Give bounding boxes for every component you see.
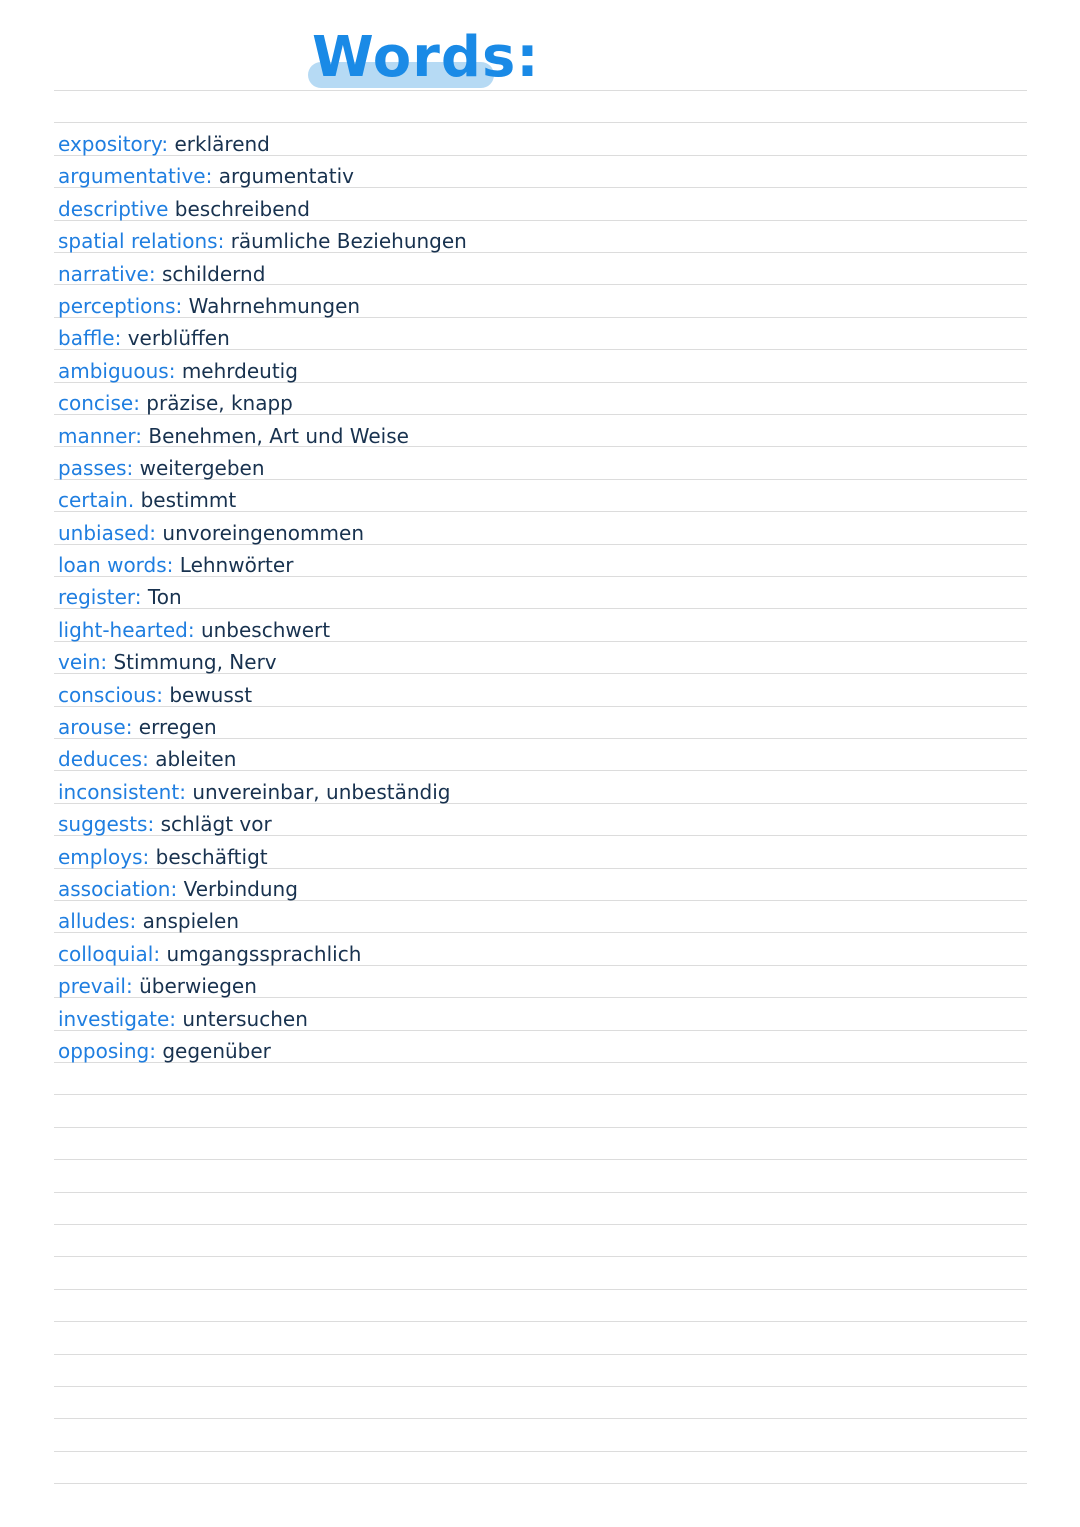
vocab-translation: unvereinbar, unbeständig (192, 779, 451, 804)
vocab-entry (58, 452, 1018, 484)
vocab-translation: mehrdeutig (181, 358, 298, 383)
vocab-translation: räumliche Beziehungen (230, 229, 467, 254)
vocab-term: narrative (58, 261, 149, 286)
vocab-translation: präzise, knapp (146, 391, 293, 416)
vocab-translation: unvoreingenommen (162, 520, 364, 545)
vocab-term: arouse (58, 715, 126, 740)
rule-line (54, 1094, 1027, 1095)
vocab-separator: : (170, 876, 178, 901)
vocab-term: manner (58, 423, 136, 448)
vocab-term: loan words (58, 553, 167, 578)
vocab-translation: schlägt vor (160, 812, 272, 837)
vocab-translation: gegenüber (162, 1038, 271, 1063)
vocab-translation: beschreibend (174, 196, 310, 221)
vocab-entry (58, 549, 1018, 581)
vocab-separator: : (205, 164, 213, 189)
vocab-separator: : (125, 715, 133, 740)
vocab-entry (58, 646, 1018, 678)
vocab-separator: : (149, 1038, 156, 1063)
vocab-entry (58, 743, 1018, 775)
vocab-separator: : (153, 941, 161, 966)
vocab-entry (58, 1035, 1018, 1067)
vocab-term: unbiased (58, 520, 150, 545)
vocab-separator: . (127, 488, 135, 513)
vocab-separator: : (179, 779, 186, 804)
vocab-translation: bestimmt (140, 488, 237, 513)
vocab-entry (58, 387, 1018, 419)
vocab-entry (58, 517, 1018, 549)
vocab-term: prevail (58, 974, 126, 999)
vocab-translation: Ton (147, 585, 182, 610)
vocab-entry (58, 193, 1018, 225)
vocab-term: conscious (58, 682, 157, 707)
vocab-translation: unbeschwert (200, 617, 331, 642)
vocab-separator: : (142, 747, 149, 772)
vocab-separator: : (129, 909, 137, 934)
vocab-separator: : (149, 520, 157, 545)
vocab-translation: ableiten (155, 747, 237, 772)
vocab-entry (58, 128, 1018, 160)
vocab-separator: : (135, 423, 143, 448)
rule-line (54, 1159, 1027, 1160)
rule-line (54, 1386, 1027, 1387)
vocab-term: descriptive (58, 196, 169, 221)
vocab-translation: Wahrnehmungen (188, 293, 361, 318)
rule-line (54, 1483, 1027, 1484)
vocab-entry (58, 258, 1018, 290)
vocab-entry (58, 1003, 1018, 1035)
vocab-term: concise (58, 391, 134, 416)
vocab-separator: : (126, 974, 133, 999)
vocab-entry (58, 581, 1018, 613)
vocab-translation: überwiegen (139, 974, 257, 999)
rule-line (54, 122, 1027, 123)
vocab-term: expository (58, 132, 162, 156)
vocab-entry (58, 905, 1018, 937)
vocab-separator: : (169, 1006, 177, 1031)
vocab-translation: Benehmen, Art und Weise (148, 423, 409, 448)
vocab-separator: : (161, 132, 169, 156)
vocab-term: spatial relations (58, 229, 218, 254)
vocab-term: deduces (58, 747, 143, 772)
vocab-translation: Verbindung (183, 876, 298, 901)
title-block (300, 18, 540, 98)
vocab-separator: : (100, 650, 108, 675)
vocab-translation: untersuchen (182, 1006, 308, 1031)
vocab-separator: : (217, 229, 225, 254)
rule-line (54, 1256, 1027, 1257)
vocab-term: baffle (58, 326, 115, 351)
vocab-separator: : (187, 617, 195, 642)
vocab-translation: Stimmung, Nerv (113, 650, 277, 675)
rule-line (54, 1321, 1027, 1322)
vocab-translation: erklärend (174, 132, 270, 156)
vocab-entry (58, 355, 1018, 387)
vocab-separator: : (175, 293, 183, 318)
vocab-translation: umgangssprachlich (166, 941, 362, 966)
vocab-translation: argumentativ (218, 164, 355, 189)
vocab-term: light-hearted (58, 617, 188, 642)
vocab-term: suggests (58, 812, 148, 837)
vocab-entry (58, 970, 1018, 1002)
vocab-translation: bewusst (169, 682, 253, 707)
vocab-term: association (58, 876, 171, 901)
vocab-term: alludes (58, 909, 130, 934)
vocab-separator: : (133, 391, 140, 416)
vocab-translation: weitergeben (139, 455, 265, 480)
vocab-entry (58, 808, 1018, 840)
vocab-entry (58, 160, 1018, 192)
vocab-separator: : (126, 455, 134, 480)
rule-line (54, 1192, 1027, 1193)
vocab-term: argumentative (58, 164, 206, 189)
vocabulary-list (58, 128, 1018, 1067)
rule-line (54, 1289, 1027, 1290)
vocab-entry (58, 290, 1018, 322)
vocab-term: colloquial (58, 941, 154, 966)
vocab-term: certain (58, 488, 128, 513)
vocab-entry (58, 776, 1018, 808)
vocab-translation: anspielen (142, 909, 240, 934)
page-title: Words: (312, 25, 540, 90)
vocab-entry (58, 322, 1018, 354)
rule-line (54, 1224, 1027, 1225)
vocab-term: vein (58, 650, 101, 675)
rule-line (54, 1418, 1027, 1419)
vocab-separator: : (168, 358, 176, 383)
vocab-translation: erregen (138, 715, 217, 740)
vocab-translation: beschäftigt (155, 844, 268, 869)
vocab-term: passes (58, 455, 127, 480)
vocab-translation: verblüffen (127, 326, 230, 351)
rule-line (54, 1127, 1027, 1128)
vocab-entry (58, 420, 1018, 452)
vocab-entry (58, 938, 1018, 970)
vocab-entry (58, 679, 1018, 711)
vocab-separator: : (147, 812, 155, 837)
vocab-entry (58, 225, 1018, 257)
vocab-term: investigate (58, 1006, 170, 1031)
vocab-entry (58, 484, 1018, 516)
vocab-term: employs (58, 844, 143, 869)
rule-line (54, 1354, 1027, 1355)
vocab-separator: : (134, 585, 142, 610)
vocab-translation: schildernd (161, 261, 266, 286)
vocab-term: ambiguous (58, 358, 169, 383)
vocab-entry (58, 614, 1018, 646)
vocab-term: register (58, 585, 135, 610)
vocab-entry (58, 841, 1018, 873)
rule-line (54, 90, 1027, 91)
rule-line (54, 1451, 1027, 1452)
vocab-term: perceptions (58, 293, 176, 318)
vocab-entry (58, 873, 1018, 905)
vocab-separator: : (148, 261, 156, 286)
vocab-translation: Lehnwörter (179, 553, 294, 578)
vocab-entry (58, 711, 1018, 743)
vocab-separator: : (156, 682, 163, 707)
vocab-separator: : (166, 553, 174, 578)
vocab-term: opposing (58, 1038, 150, 1063)
vocab-separator: : (142, 844, 150, 869)
vocab-term: inconsistent (58, 779, 180, 804)
vocab-separator: : (114, 326, 122, 351)
